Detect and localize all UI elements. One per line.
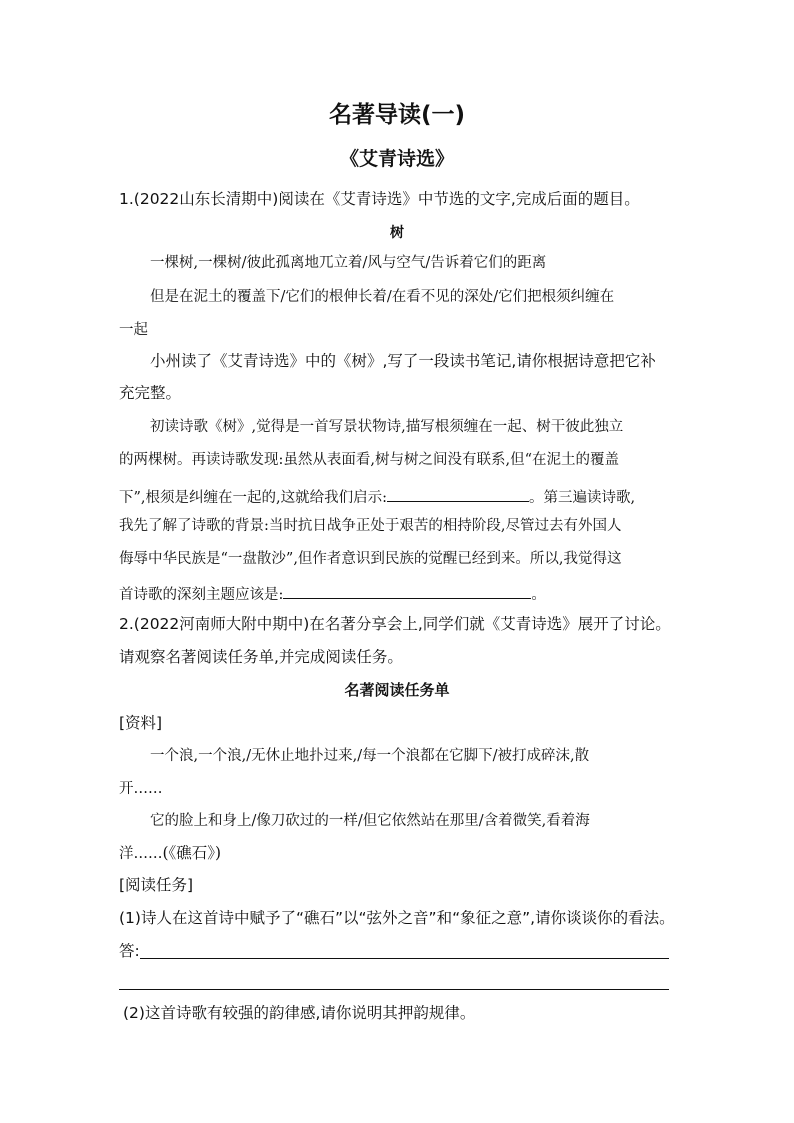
material-text: 洋…… — [119, 846, 163, 862]
material-line — [119, 846, 221, 862]
reading-note-line — [119, 487, 635, 506]
reading-note-line: 的两棵树。再读诗歌发现:虽然从表面看,树与树之间没有联系,但“在泥土的覆盖 — [119, 452, 620, 468]
book-title: 《艾青诗选》 — [339, 148, 454, 170]
reading-note-line: 侮辱中华民族是“一盘散沙”,但作者意识到民族的觉醒已经到来。所以,我觉得这 — [119, 551, 622, 567]
answer-line[interactable] — [140, 958, 669, 959]
question-1-prompt: 小州读了《艾青诗选》中的《树》,写了一段读书笔记,请你根据诗意把它补 — [150, 352, 656, 370]
note-text: 首诗歌的深刻主题应该是: — [119, 587, 284, 603]
answer-label: 答: — [119, 942, 140, 960]
poem-line: 一棵树,一棵树/彼此孤离地兀立着/风与空气/告诉着它们的距离 — [150, 255, 547, 271]
question-2-stem: 请观察名著阅读任务单,并完成阅读任务。 — [119, 648, 403, 666]
material-label: [资料] — [119, 714, 163, 732]
page-title: 名著导读(一) — [328, 102, 466, 128]
task-sheet-title: 名著阅读任务单 — [344, 681, 450, 699]
task-2: (2)这首诗歌有较强的韵律感,请你说明其押韵规律。 — [123, 1004, 476, 1022]
note-text: 。 — [531, 587, 546, 603]
question-2-stem: 2.(2022河南师大附中期中)在名著分享会上,同学们就《艾青诗选》展开了讨论。 — [119, 615, 671, 633]
poem-line: 但是在泥土的覆盖下/它们的根伸长着/在看不见的深处/它们把根须纠缠在 — [150, 289, 615, 305]
reading-note-line: 初读诗歌《树》,觉得是一首写景状物诗,描写根须缠在一起、树干彼此独立 — [150, 419, 624, 435]
answer-blank-1[interactable] — [387, 487, 529, 502]
poem-title-tree: 树 — [390, 225, 404, 241]
material-line: 开…… — [119, 781, 163, 797]
question-1-prompt: 充完整。 — [119, 384, 182, 402]
task-1: (1)诗人在这首诗中赋予了“礁石”以“弦外之音”和“象征之意”,请你谈谈你的看法。 — [119, 909, 675, 927]
answer-blank-2[interactable] — [283, 584, 531, 599]
note-text: 。第三遍读诗歌, — [529, 490, 636, 506]
answer-line[interactable] — [119, 989, 669, 990]
question-1-stem: 1.(2022山东长清期中)阅读在《艾青诗选》中节选的文字,完成后面的题目。 — [119, 190, 640, 208]
reading-note-line — [119, 584, 546, 603]
reading-note-line: 我先了解了诗歌的背景:当时抗日战争正处于艰苦的相持阶段,尽管过去有外国人 — [119, 518, 622, 534]
material-line: 它的脸上和身上/像刀砍过的一样/但它依然站在那里/含着微笑,看着海 — [150, 813, 590, 829]
poem-source: (《礁石》) — [162, 844, 222, 862]
task-label: [阅读任务] — [119, 876, 194, 894]
poem-line: 一起 — [119, 322, 148, 338]
material-line: 一个浪,一个浪,/无休止地扑过来,/每一个浪都在它脚下/被打成碎沫,散 — [150, 748, 590, 764]
note-text: 下”,根须是纠缠在一起的,这就给我们启示: — [119, 490, 388, 506]
